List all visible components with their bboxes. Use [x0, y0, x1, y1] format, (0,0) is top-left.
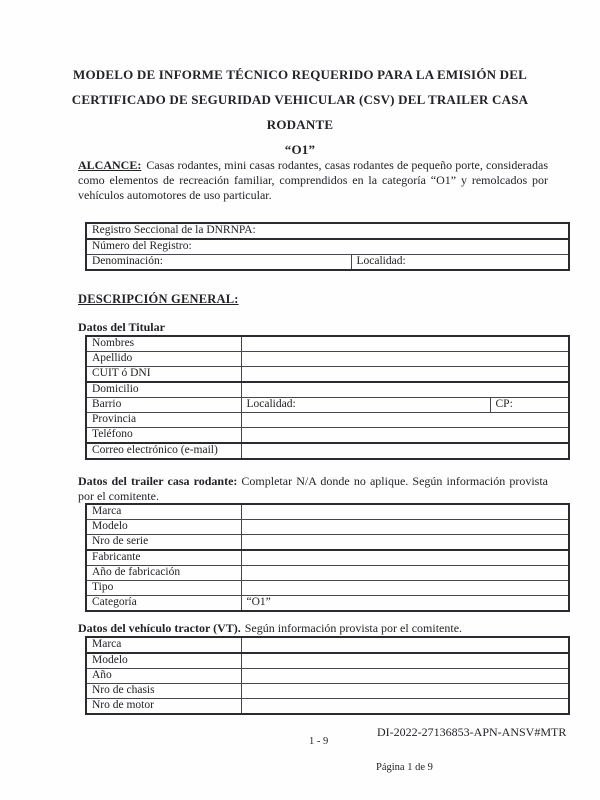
row-label-cell: Nro de serie: [86, 535, 241, 551]
row-value-cell: [241, 443, 569, 459]
tractor-heading: [78, 621, 548, 636]
page-title: [52, 62, 548, 162]
row-label-cell: Correo electrónico (e-mail): [86, 443, 241, 459]
row-label-cell: Fabricante: [86, 550, 241, 566]
row-value-cell: [241, 669, 569, 684]
row-value-cell: [241, 352, 569, 367]
table-row: [86, 223, 569, 239]
table-row: [86, 504, 569, 520]
table-row: [86, 637, 569, 653]
row-value-cell: [241, 367, 569, 383]
table-row: [86, 352, 569, 367]
row-value-cell: [241, 550, 569, 566]
row-label-cell: Nro de motor: [86, 699, 241, 715]
trailer-table: [85, 503, 570, 612]
table-row: [86, 669, 569, 684]
row-label-cell: CUIT ó DNI: [86, 367, 241, 383]
row-label-cell: Nombres: [86, 336, 241, 352]
table-row: [86, 255, 569, 271]
row-label-cell: Tipo: [86, 581, 241, 596]
table-row: [86, 581, 569, 596]
row-value-cell: [241, 581, 569, 596]
tractor-table: [85, 636, 570, 715]
table-row: [86, 520, 569, 535]
table-row: [86, 535, 569, 551]
table-row: [86, 336, 569, 352]
table-row: [86, 413, 569, 428]
table-row: [86, 398, 569, 413]
page-title-line-2: CERTIFICADO DE SEGURIDAD VEHICULAR (CSV) DEL TRAILER CASA RODANTE: [71, 92, 529, 132]
row-label-cell: Nro de chasis: [86, 684, 241, 699]
row-label-cell: Año de fabricación: [86, 566, 241, 581]
table-row: [86, 684, 569, 699]
barrio-cp-cell: CP:: [490, 398, 569, 413]
table-row: [86, 566, 569, 581]
row-label-cell: Domicilio: [86, 382, 241, 398]
row-label-cell: Barrio: [86, 398, 241, 413]
row-value-cell: [241, 699, 569, 715]
barrio-localidad-cell: Localidad:: [241, 398, 490, 413]
row-value-cell: [241, 428, 569, 444]
document-id: DI-2022-27136853-APN-ANSV#MTR: [377, 725, 567, 739]
denominacion-cell: Denominación:: [86, 255, 351, 271]
row-value-cell: [241, 504, 569, 520]
row-value-cell: [241, 535, 569, 551]
page-title-line-3: “O1”: [284, 142, 316, 157]
row-label-cell: Marca: [86, 504, 241, 520]
row-label-cell: Año: [86, 669, 241, 684]
registro-table: [85, 222, 570, 271]
row-label-cell: Categoría: [86, 596, 241, 612]
trailer-heading-text: Completar N/A donde no aplique. Según información provista por el comitente.: [78, 474, 548, 503]
registro-seccional-cell: Registro Seccional de la DNRNPA:: [86, 223, 569, 239]
localidad-cell: Localidad:: [351, 255, 569, 271]
page-number: Página 1 de 9: [376, 762, 433, 773]
row-label-cell: Marca: [86, 637, 241, 653]
table-row: [86, 367, 569, 383]
table-row: [86, 382, 569, 398]
table-row: [86, 596, 569, 612]
table-row: [86, 550, 569, 566]
titular-heading: Datos del Titular: [78, 320, 165, 334]
categoria-value-cell: “O1”: [241, 596, 569, 612]
alcance-text: Casas rodantes, mini casas rodantes, casas rodantes de pequeño porte, consideradas como elementos de recreación familiar, comprendidos en la categoría “O1” y remolcados por vehículos automotores de uso particular.: [78, 158, 548, 202]
table-row: [86, 428, 569, 444]
descripcion-general-heading: DESCRIPCIÓN GENERAL:: [78, 292, 239, 306]
row-label-cell: Modelo: [86, 520, 241, 535]
row-label-cell: Apellido: [86, 352, 241, 367]
table-row: [86, 239, 569, 255]
row-value-cell: [241, 566, 569, 581]
row-value-cell: [241, 413, 569, 428]
row-value-cell: [241, 637, 569, 653]
row-label-cell: Provincia: [86, 413, 241, 428]
row-value-cell: [241, 382, 569, 398]
row-value-cell: [241, 653, 569, 669]
alcance-paragraph: [78, 158, 548, 203]
page-title-line-1: MODELO DE INFORME TÉCNICO REQUERIDO PARA LA EMISIÓN DEL: [72, 67, 527, 82]
tractor-heading-text: Según información provista por el comitente.: [244, 621, 463, 635]
row-value-cell: [241, 336, 569, 352]
tractor-heading-bold: Datos del vehículo tractor (VT).: [78, 621, 241, 635]
trailer-heading-bold: Datos del trailer casa rodante:: [78, 474, 238, 488]
row-value-cell: [241, 684, 569, 699]
titular-table: [85, 335, 570, 460]
row-value-cell: [241, 520, 569, 535]
table-row: [86, 699, 569, 715]
row-label-cell: Modelo: [86, 653, 241, 669]
page-range-indicator: 1 - 9: [309, 736, 329, 747]
alcance-label: ALCANCE:: [78, 158, 142, 172]
row-label-cell: Teléfono: [86, 428, 241, 444]
trailer-heading: [78, 474, 548, 504]
table-row: [86, 653, 569, 669]
table-row: [86, 443, 569, 459]
numero-registro-cell: Número del Registro:: [86, 239, 569, 255]
